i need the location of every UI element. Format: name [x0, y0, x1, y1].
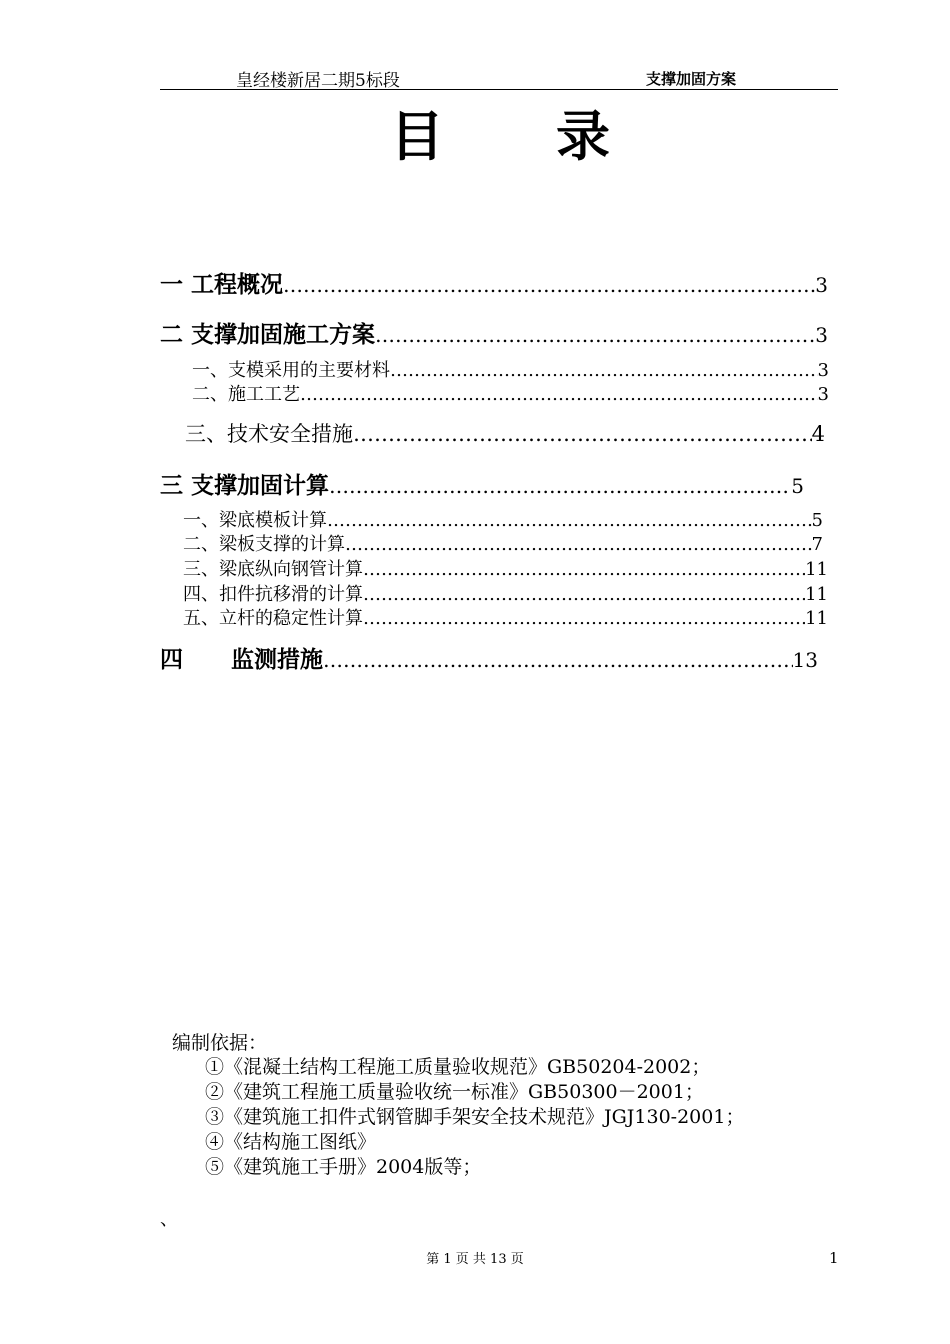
toc-entry-page: 3	[817, 384, 829, 405]
toc-entry-1[interactable]	[160, 266, 828, 299]
toc-entry-page: 13	[792, 648, 818, 672]
toc-entry-label: 一 工程概况	[160, 272, 284, 298]
toc-leader-dots	[375, 323, 809, 347]
toc-entry-label: 三、梁底纵向钢管计算	[183, 559, 363, 580]
toc-leader-dots	[323, 648, 793, 672]
basis-item: ②《建筑工程施工质量验收统一标准》GB50300－2001；	[205, 1081, 704, 1103]
toc-entry-page: 3	[815, 273, 828, 297]
toc-entry-2[interactable]	[160, 316, 828, 349]
toc-entry-label: 三 支撑加固计算	[160, 473, 330, 499]
toc-entry-label: 四、扣件抗移滑的计算	[183, 584, 363, 605]
toc-entry-2-3[interactable]	[185, 418, 825, 448]
toc-leader-dots	[353, 422, 812, 446]
toc-entry-page: 11	[805, 608, 828, 629]
toc-entry-3-4[interactable]	[183, 580, 828, 606]
toc-entry-label: 二、梁板支撑的计算	[183, 534, 345, 555]
toc-leader-dots	[363, 559, 805, 580]
toc-entry-label: 二 支撑加固施工方案	[160, 322, 376, 348]
footer-page-number: 1	[829, 1249, 839, 1267]
basis-item: ③《建筑施工扣件式钢管脚手架安全技术规范》JGJ130-2001；	[205, 1106, 745, 1128]
toc-entry-3-3[interactable]	[183, 555, 828, 581]
toc-entry-page: .3	[808, 323, 828, 347]
toc-entry-label: 四 监测措施	[160, 647, 324, 673]
toc-leader-dots	[363, 608, 805, 629]
header-divider	[160, 89, 838, 90]
toc-leader-dots	[327, 510, 812, 531]
header-document-title: 支撑加固方案	[646, 70, 737, 88]
toc-leader-dots	[300, 384, 818, 405]
header-project-name: 皇经楼新居二期5标段	[236, 71, 400, 91]
page-title-char-1: 目	[390, 105, 444, 168]
stray-mark: 、	[160, 1209, 178, 1230]
toc-entry-3-2[interactable]	[183, 530, 823, 556]
toc-leader-dots	[329, 474, 791, 498]
toc-entry-4[interactable]	[160, 641, 818, 674]
toc-entry-page: 7	[811, 534, 823, 555]
toc-leader-dots	[345, 534, 812, 555]
toc-entry-3-1[interactable]	[183, 506, 823, 532]
toc-leader-dots	[363, 584, 805, 605]
toc-entry-page: 5	[811, 510, 823, 531]
toc-entry-page: 11	[805, 584, 828, 605]
toc-entry-label: 二、施工工艺	[192, 384, 300, 405]
basis-item: ⑤《建筑施工手册》2004版等；	[205, 1156, 482, 1178]
toc-entry-2-2[interactable]	[192, 380, 829, 406]
page-title-char-2: 录	[556, 105, 610, 168]
toc-entry-label: 五、立杆的稳定性计算	[183, 608, 363, 629]
toc-leader-dots	[390, 360, 818, 381]
toc-entry-page: 3	[817, 360, 829, 381]
toc-leader-dots	[283, 273, 815, 297]
toc-entry-page: 4	[811, 422, 825, 446]
toc-entry-3-5[interactable]	[183, 604, 828, 630]
basis-item: ④《结构施工图纸》	[205, 1131, 377, 1153]
toc-entry-page: 11	[805, 559, 828, 580]
toc-entry-label: 一、支模采用的主要材料	[192, 360, 390, 381]
toc-entry-page: 5	[791, 474, 804, 498]
footer-page-count: 第 1 页 共 13 页	[426, 1252, 524, 1267]
basis-title: 编制依据：	[172, 1032, 268, 1054]
basis-item: ①《混凝土结构工程施工质量验收规范》GB50204-2002；	[205, 1056, 711, 1078]
toc-entry-label: 一、梁底模板计算	[183, 510, 327, 531]
toc-entry-label: 三、技术安全措施	[185, 422, 353, 446]
toc-entry-2-1[interactable]	[192, 356, 829, 382]
toc-entry-3[interactable]	[160, 467, 804, 500]
